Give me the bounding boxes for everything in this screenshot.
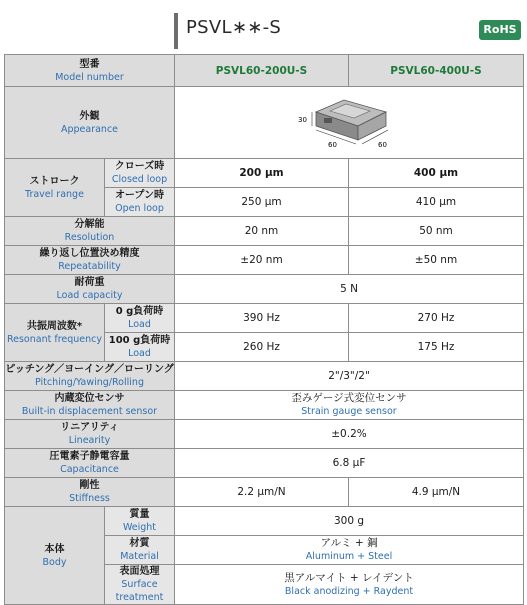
linearity-label: リニアリティ Linearity [5,420,175,449]
resonant-100g-label: 100 g負荷時 Load [105,333,175,362]
dim-depth: 60 [378,141,387,149]
table-row-resolution [5,217,524,246]
repeatability-label: 繰り返し位置決め精度 Repeatability [5,246,175,275]
stiffness-col1: 2.2 μm/N [175,478,349,507]
travel-open-col2: 410 μm [349,188,524,217]
table-row-appearance [5,87,524,159]
travel-open-label: オープン時 Open loop [105,188,175,217]
table-row-linearity [5,420,524,449]
appearance-label: 外観 Appearance [5,87,175,159]
resonant-100g-col2: 175 Hz [349,333,524,362]
stage-illustration [294,90,404,152]
repeatability-col2: ±50 nm [349,246,524,275]
body-material-label: 材質 Material [105,536,175,565]
title-accent-bar [174,13,178,49]
resolution-col2: 50 nm [349,217,524,246]
travel-closed-label: クローズ時 Closed loop [105,159,175,188]
travel-open-col1: 250 μm [175,188,349,217]
table-row-model [5,55,524,87]
repeatability-col1: ±20 nm [175,246,349,275]
model-col1: PSVL60-200U-S [175,55,349,87]
stiffness-label: 剛性 Stiffness [5,478,175,507]
load-label: 耐荷重 Load capacity [5,275,175,304]
resonant-100g-col1: 260 Hz [175,333,349,362]
body-material-value: アルミ + 鋼 Aluminum + Steel [175,536,524,565]
capacitance-label: 圧電素子静電容量 Capacitance [5,449,175,478]
capacitance-value: 6.8 μF [175,449,524,478]
spec-table [4,54,524,605]
table-row-repeatability [5,246,524,275]
table-row-resonant-0g [5,304,524,333]
table-row-sensor [5,391,524,420]
dim-width: 60 [328,141,337,149]
table-row-pitching [5,362,524,391]
rohs-badge: RoHS [479,20,521,40]
pitching-label: ピッチング／ヨーイング／ローリング Pitching/Yawing/Rolling [5,362,175,391]
table-row-body-weight [5,507,524,536]
sensor-label: 内蔵変位センサ Built-in displacement sensor [5,391,175,420]
sensor-value: 歪みゲージ式変位センサ Strain gauge sensor [175,391,524,420]
model-col2: PSVL60-400U-S [349,55,524,87]
table-row-stiffness [5,478,524,507]
linearity-value: ±0.2% [175,420,524,449]
travel-label: ストローク Travel range [5,159,105,217]
dim-height: 30 [298,116,307,124]
load-value: 5 N [175,275,524,304]
table-row-travel-closed [5,159,524,188]
page-title: PSVL∗∗-S [186,17,282,38]
resonant-label: 共振周波数* Resonant frequency [5,304,105,362]
travel-closed-col1: 200 μm [175,159,349,188]
body-surface-value: 黒アルマイト + レイデント Black anodizing + Raydent [175,565,524,605]
resolution-label: 分解能 Resolution [5,217,175,246]
stiffness-col2: 4.9 μm/N [349,478,524,507]
resonant-0g-col1: 390 Hz [175,304,349,333]
body-surface-label: 表面処理 Surface treatment [105,565,175,605]
resonant-0g-label: 0 g負荷時 Load [105,304,175,333]
pitching-value: 2"/3"/2" [175,362,524,391]
body-weight-value: 300 g [175,507,524,536]
resonant-0g-col2: 270 Hz [349,304,524,333]
table-row-load [5,275,524,304]
model-label: 型番 Model number [5,55,175,87]
appearance-image-cell [175,87,524,159]
body-label: 本体 Body [5,507,105,605]
travel-closed-col2: 400 μm [349,159,524,188]
body-weight-label: 質量 Weight [105,507,175,536]
table-row-capacitance [5,449,524,478]
resolution-col1: 20 nm [175,217,349,246]
